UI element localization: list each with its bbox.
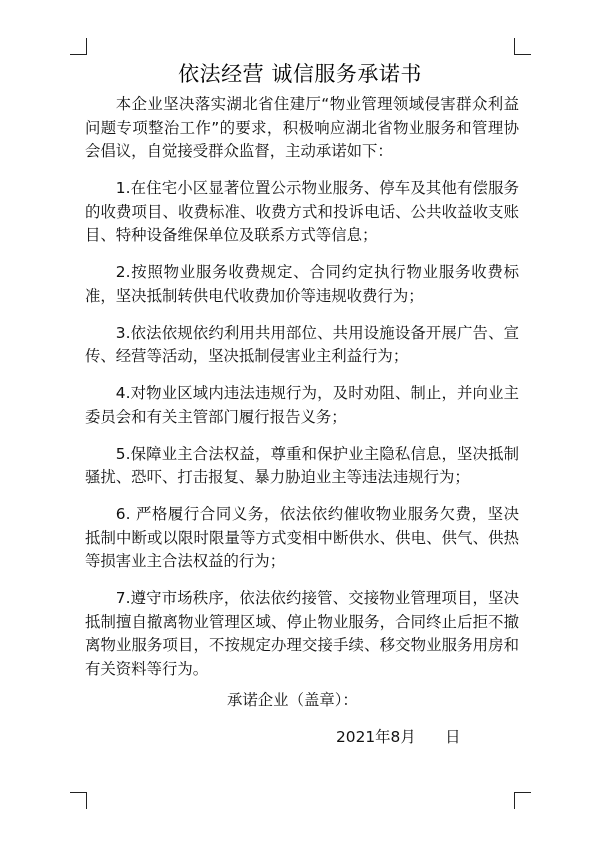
commitment-item-1: 1.在住宅小区显著位置公示物业服务、停车及其他有偿服务的收费项目、收费标准、收费方式和投诉电话、公共收益收支账目、特种设备维保单位及联系方式等信息； — [85, 179, 519, 244]
signature-label: 承诺企业（盖章）： — [227, 691, 358, 709]
commitment-item-6: 6. 严格履行合同义务，依法依约催收物业服务欠费，坚决抵制中断或以限时限量等方式变相中断供水、供电、供气、供热等损害业主合法权益的行为； — [85, 505, 519, 570]
commitment-item-4: 4.对物业区域内违法违规行为，及时劝阻、制止，并向业主委员会和有关主管部门履行报告义务； — [85, 384, 519, 426]
commitment-item-3: 3.依法依规依约利用共用部位、共用设施设备开展广告、宣传、经营等活动，坚决抵制侵害业主利益行为； — [85, 323, 519, 365]
document-body — [85, 93, 519, 695]
commitment-item-2: 2.按照物业服务收费规定、合同约定执行物业服务收费标准，坚决抵制转供电代收费加价等违规收费行为； — [85, 263, 519, 305]
crop-mark-top-right — [514, 38, 531, 55]
commitment-item-7: 7.遵守市场秩序，依法依约接管、交接物业管理项目，坚决抵制擅自撤离物业管理区域、停止物业服务，合同终止后拒不撤离物业服务项目，不按规定办理交接手续、移交物业服务用房和有关资料等行为。 — [85, 589, 519, 678]
signature-date: 2021年8月 日 — [336, 728, 461, 746]
crop-mark-bottom-left — [70, 792, 87, 809]
crop-mark-bottom-right — [514, 792, 531, 809]
document-title: 依法经营 诚信服务承诺书 — [178, 62, 422, 86]
commitment-item-5: 5.保障业主合法权益，尊重和保护业主隐私信息，坚决抵制骚扰、恐吓、打击报复、暴力胁迫业主等违法违规行为； — [85, 444, 519, 486]
intro-paragraph: 本企业坚决落实湖北省住建厅“物业管理领域侵害群众利益问题专项整治工作”的要求，积极响应湖北省物业服务和管理协会倡议，自觉接受群众监督，主动承诺如下： — [85, 95, 519, 160]
crop-mark-top-left — [70, 38, 87, 55]
